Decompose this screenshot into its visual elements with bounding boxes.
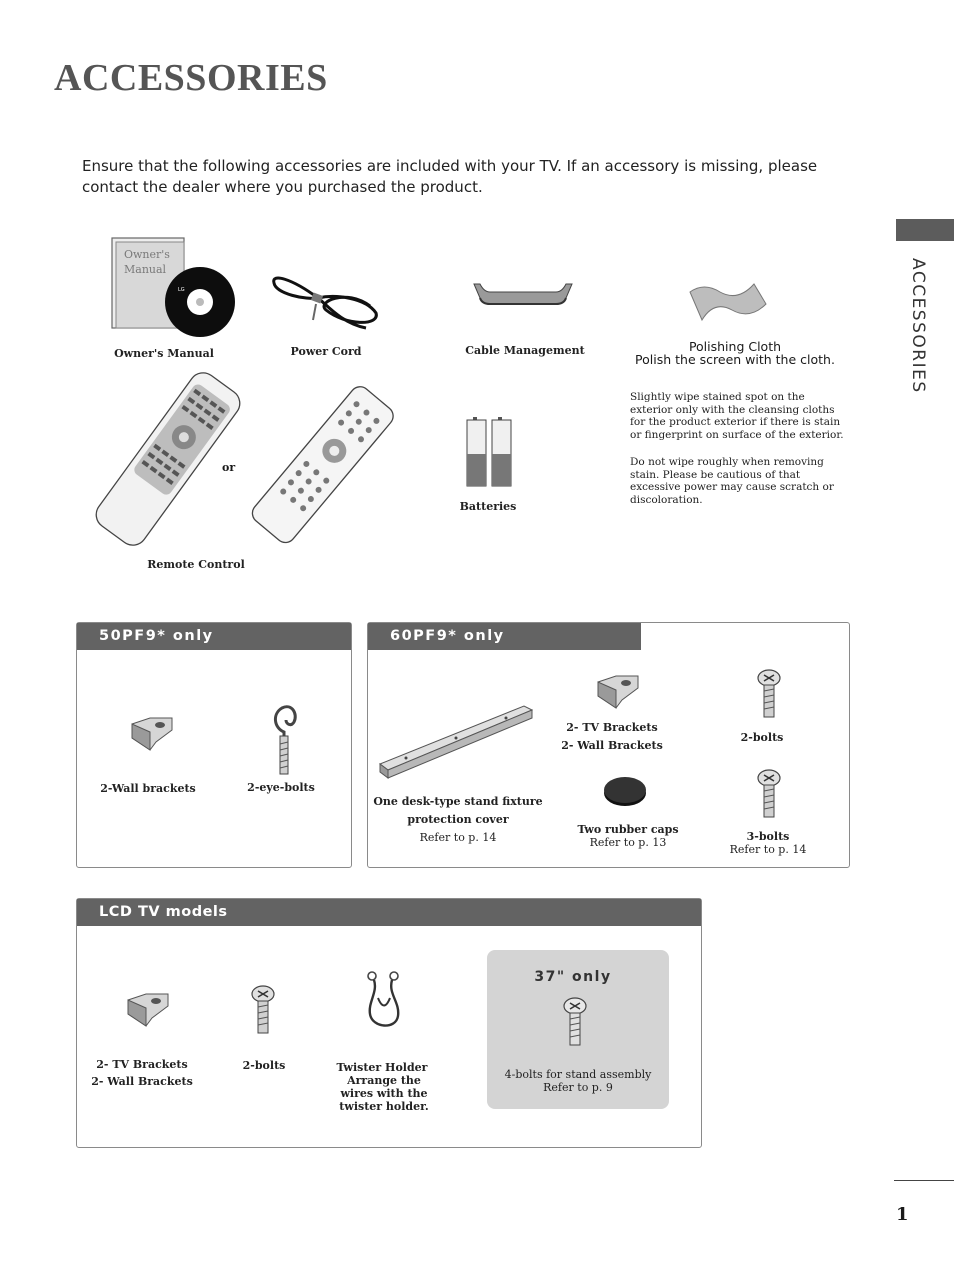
wall-bracket-image — [126, 714, 178, 752]
remote-control-1-image — [88, 370, 248, 548]
remote-control-caption: Remote Control — [147, 558, 245, 571]
box-lcd-header: LCD TV models — [77, 899, 701, 926]
cleaning-note-2: Do not wipe roughly when removing stain. Please be cautious of that excessive power may cause scratch or discoloration. — [630, 456, 834, 506]
side-tab-marker — [896, 219, 954, 241]
polishing-cloth-image — [686, 280, 770, 326]
polishing-cloth-title: Polishing Cloth — [688, 339, 782, 354]
lcd-bolt-image — [250, 984, 276, 1036]
eye-bolt-image — [268, 704, 300, 776]
stand-cover-caption-line1: One desk-type stand fixture — [373, 795, 543, 808]
batteries-caption: Batteries — [459, 500, 517, 513]
intro-text: Ensure that the following accessories are included with your TV. If an accessory is missing, please contact the dealer where you purchased the product. — [82, 157, 818, 196]
lcd-tv-brackets-caption: 2- TV Brackets — [96, 1058, 188, 1071]
twister-holder-title: Twister Holder — [336, 1061, 428, 1074]
manual-book-text: Owner's Manual — [124, 248, 170, 276]
svg-text:LG: LG — [178, 287, 185, 293]
wall-brackets-caption-60: 2- Wall Brackets — [561, 739, 663, 752]
only-37-label: 37" only — [534, 969, 612, 985]
batteries-image — [464, 416, 516, 488]
lcd-bolts-caption: 2-bolts — [242, 1059, 286, 1072]
cable-management-caption: Cable Management — [465, 344, 585, 357]
side-section-label: ACCESSORIES — [908, 258, 928, 394]
cable-management-image — [470, 278, 576, 312]
page-number-rule — [894, 1180, 954, 1181]
remote-control-2-image — [244, 384, 400, 544]
remote-or-text: or — [222, 461, 236, 474]
box-60pf9-header: 60PF9* only — [368, 623, 641, 650]
page-number: 1 — [896, 1204, 909, 1225]
page-title: ACCESSORIES — [54, 57, 328, 99]
box-50pf9-header: 50PF9* only — [77, 623, 351, 650]
rubber-cap-image — [602, 774, 648, 808]
bolts4-ref: Refer to p. 9 — [543, 1081, 613, 1094]
stand-cover-ref: Refer to p. 14 — [419, 831, 497, 844]
lcd-wall-brackets-caption: 2- Wall Brackets — [91, 1075, 193, 1088]
twister-holder-desc: Arrange the wires with the twister holder. — [339, 1074, 429, 1113]
lcd-tv-bracket-image — [122, 990, 174, 1028]
owners-manual-caption: Owner's Manual — [114, 347, 214, 360]
wall-brackets-caption: 2-Wall brackets — [100, 782, 196, 795]
tv-bracket-image — [592, 672, 644, 710]
cleaning-note-1: Slightly wipe stained spot on the exterior only with the cleansing cloths for the product exterior if there is stain or fingerprint on surface of the exterior. — [630, 391, 844, 441]
box-50pf9 — [76, 622, 352, 868]
bolt-image-60b — [756, 768, 782, 820]
bolt-image-60a — [756, 668, 782, 720]
twister-holder-image — [364, 968, 404, 1034]
bolts3-ref: Refer to p. 14 — [729, 843, 807, 856]
bolts3-caption: 3-bolts — [746, 830, 790, 843]
stand-bolt-image — [562, 996, 588, 1048]
power-cord-image — [266, 268, 382, 334]
power-cord-caption: Power Cord — [290, 345, 362, 358]
bolts4-caption: 4-bolts for stand assembly — [504, 1068, 652, 1081]
stand-cover-caption-line2: protection cover — [407, 813, 509, 826]
rubber-caps-caption: Two rubber caps — [577, 823, 679, 836]
eye-bolts-caption: 2-eye-bolts — [247, 781, 315, 794]
stand-cover-image — [376, 698, 536, 782]
polishing-cloth-desc: Polish the screen with the cloth. — [635, 352, 835, 367]
tv-brackets-caption-60: 2- TV Brackets — [566, 721, 658, 734]
bolts2-caption-60: 2-bolts — [740, 731, 784, 744]
rubber-caps-ref: Refer to p. 13 — [589, 836, 667, 849]
